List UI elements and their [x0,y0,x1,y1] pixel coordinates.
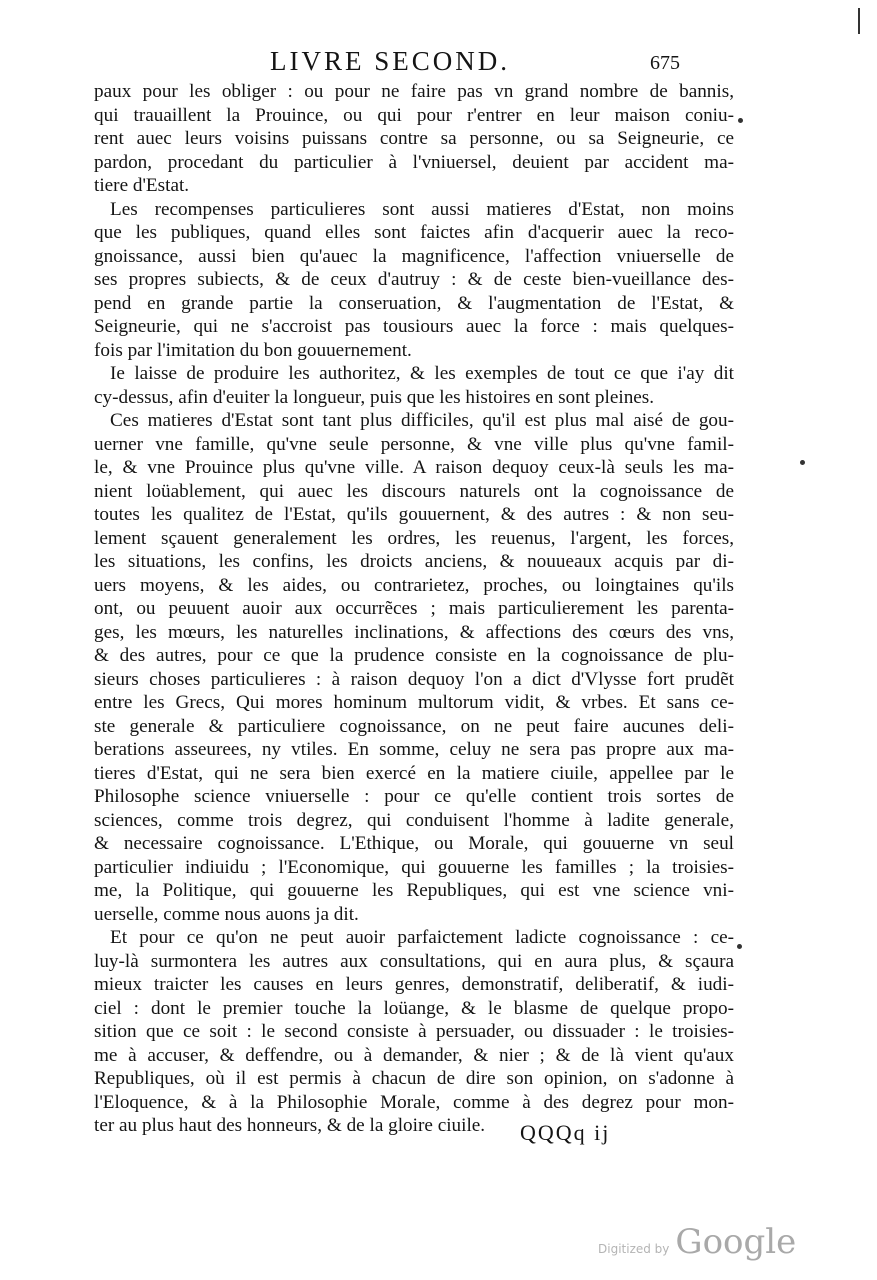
text-line: ses propres subiects, & de ceux d'autruy : & de ceste bien-vueillance des- [94,269,734,290]
text-line: entre les Grecs, Qui mores hominum multorum vidit, & vrbes. Et sans ce- [94,692,734,713]
text-line: les situations, les confins, les droicts anciens, & nouueaux acquis par di- [94,551,734,572]
text-line: paux pour les obliger : ou pour ne faire pas vn grand nombre de bannis, [94,81,734,102]
body-text [94,80,734,1138]
text-line: uers moyens, & les aides, ou contrarietez, proches, ou loingtaines qu'ils [94,574,734,596]
text-line: Philosophe science vniuerselle : pour ce qu'elle contient trois sortes de [94,786,734,807]
text-line: & des autres, pour ce que la prudence consiste en la cognoissance de plu- [94,645,734,666]
text-line: uerselle, comme nous auons ja dit. [94,903,359,925]
google-logo-text: Google [675,1222,797,1262]
text-line: sition que ce soit : le second consiste à persuader, ou dissuader : le troisies- [94,1021,734,1042]
text-line: que les publiques, quand elles sont faictes afin d'acquerir auec la reco- [94,222,734,243]
page-number: 675 [650,52,680,74]
digitized-watermark [598,1222,796,1262]
text-line: tiere d'Estat. [94,175,190,196]
text-line: l'Eloquence, & à la Philosophie Morale, comme à des degrez pour mon- [94,1091,734,1113]
text-line: ste generale & particuliere cognoissance, on ne peut faire aucunes deli- [94,715,734,737]
text-line: gnoissance, aussi bien qu'auec la magnificence, l'affection vniuerselle de [94,245,734,267]
text-line: rent auec leurs voisins puissans contre sa personne, ou sa Seigneurie, ce [94,128,734,149]
text-line: particulier indiuidu ; l'Economique, qui gouuerne les familles ; la troisies- [94,856,734,878]
text-line: luy-là surmontera les autres aux consultations, qui en aura plus, & sçaura [94,950,734,972]
margin-dot [800,460,805,465]
text-line: ont, ou peuuent auoir aux occurrẽces ; mais particulierement les parenta- [94,598,734,619]
text-line: tieres d'Estat, qui ne sera bien exercé en la matiere ciuile, appellee par le [94,762,734,784]
text-line: uerner vne famille, qu'vne seule personne, & vne ville plus qu'vne famil- [94,433,734,455]
text-line: me, la Politique, qui gouuerne les Republiques, qui est vne science vni- [94,880,734,901]
text-line: Seigneurie, qui ne s'accroist pas tousiours auec la force : mais quelques- [94,316,734,337]
text-line: me à accuser, & deffendre, ou à demander, & nier ; & de là vient qu'aux [94,1044,734,1066]
text-line: pend en grande partie la conseruation, & l'augmentation de l'Estat, & [94,292,734,314]
text-line: Les recompenses particulieres sont aussi matieres d'Estat, non moins [110,198,734,220]
text-line: fois par l'imitation du bon gouuernement. [94,339,412,361]
text-line: Ie laisse de produire les authoritez, & les exemples de tout ce que i'ay dit [110,363,734,384]
text-line: ges, les mœurs, les naturelles inclinations, & affections des cœurs des vns, [94,621,734,643]
text-line: lement sçauent generalement les ordres, les reuenus, l'argent, les forces, [94,527,734,549]
text-line: & necessaire cognoissance. L'Ethique, ou Morale, qui gouuerne vn seul [94,833,734,854]
text-line: mieux traicter les causes en leurs genres, demonstratif, deliberatif, & iudi- [94,974,734,995]
page-edge-mark [858,8,860,34]
text-line: qui trauaillent la Prouince, ou qui pour r'entrer en leur maison coniu- [94,104,734,126]
text-line: pardon, procedant du particulier à l'vniuersel, deuient par accident ma- [94,151,734,173]
text-line: ciel : dont le premier touche la loüange, & le blasme de quelque propo- [94,997,734,1019]
text-line: berations asseurees, ny vtiles. En somme, celuy ne sera pas propre aux ma- [94,739,734,760]
text-line: sciences, comme trois degrez, qui conduisent l'homme à ladite generale, [94,809,734,831]
text-line: sieurs choses particulieres : à raison dequoy l'on a dict d'Vlysse fort prudẽt [94,668,734,690]
signature-mark: QQQq ij [520,1120,611,1145]
text-line: ter au plus haut des honneurs, & de la gloire ciuile. [94,1115,486,1136]
text-line: toutes les qualitez de l'Estat, qu'ils gouuernent, & des autres : & non seu- [94,504,734,525]
margin-dot [737,944,742,949]
watermark-small-text: Digitized by [598,1242,670,1256]
text-line: Et pour ce qu'on ne peut auoir parfaictement ladicte cognoissance : ce- [110,927,734,948]
text-line: nient loüablement, qui auec les discours naturels ont la cognoissance de [94,480,734,502]
text-line: cy-dessus, afin d'euiter la longueur, puis que les histoires en sont pleines. [94,386,655,408]
text-line: Ces matieres d'Estat sont tant plus difficiles, qu'il est plus mal aisé de gou- [110,410,734,431]
running-title: LIVRE SECOND. [270,46,510,76]
text-line: Republiques, où il est permis à chacun de dire son opinion, on s'adonne à [94,1068,734,1089]
margin-dot [738,118,743,123]
text-line: le, & vne Prouince plus qu'vne ville. A raison dequoy ceux-là seuls les ma- [94,457,734,478]
